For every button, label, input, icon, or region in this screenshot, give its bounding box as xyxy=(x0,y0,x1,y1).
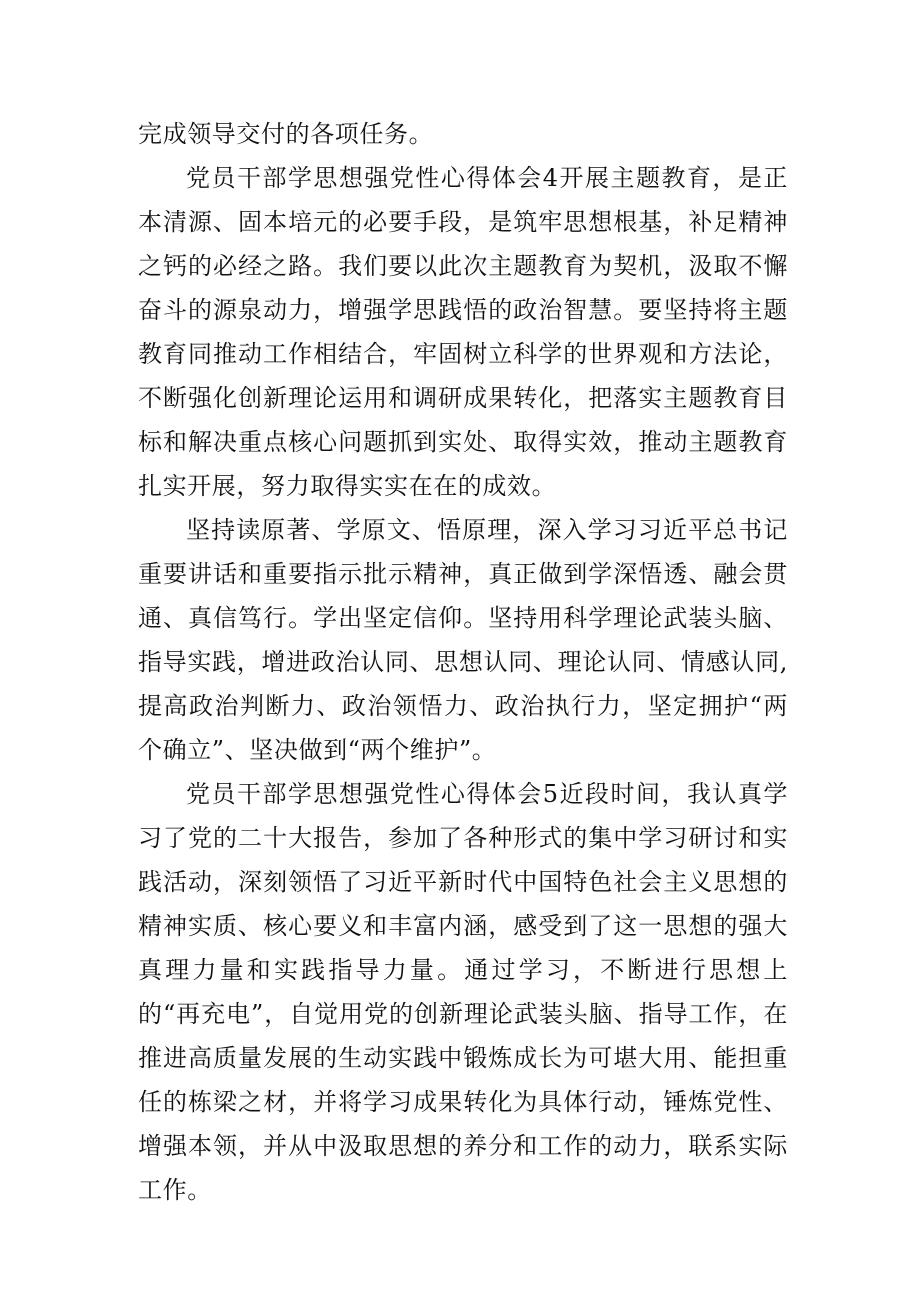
paragraph-experience-5: 党员干部学思想强党性心得体会5近段时间，我认真学习了党的二十大报告，参加了各种形式的集中学习研讨和实践活动，深刻领悟了习近平新时代中国特色社会主义思想的精神实质、核心要义和丰富内涵，感受到了这一思想的强大真理力量和实践指导力量。通过学习，不断进行思想上的“再充电”，自觉用党的创新理论武装头脑、指导工作，在推进高质量发展的生动实践中锻炼成长为可堪大用、能担重任的栋梁之材，并将学习成果转化为具体行动，锤炼党性、增强本领，并从中汲取思想的养分和工作的动力，联系实际工作。 xyxy=(138,780,788,1204)
document-body xyxy=(138,112,788,1212)
paragraph-study-originals: 坚持读原著、学原文、悟原理，深入学习习近平总书记重要讲话和重要指示批示精神，真正做到学深悟透、融会贯通、真信笃行。学出坚定信仰。坚持用科学理论武装头脑、指导实践，增进政治认同、思想认同、理论认同、情感认同,提高政治判断力、政治领悟力、政治执行力，坚定拥护“两个确立”、坚决做到“两个维护”。 xyxy=(138,516,788,764)
paragraph-experience-4: 党员干部学思想强党性心得体会4开展主题教育，是正本清源、固本培元的必要手段，是筑牢思想根基，补足精神之钙的必经之路。我们要以此次主题教育为契机，汲取不懈奋斗的源泉动力，增强学思践悟的政治智慧。要坚持将主题教育同推动工作相结合，牢固树立科学的世界观和方法论，不断强化创新理论运用和调研成果转化，把落实主题教育目标和解决重点核心问题抓到实处、取得实效，推动主题教育扎实开展，努力取得实实在在的成效。 xyxy=(138,164,788,500)
paragraph-continuation: 完成领导交付的各项任务。 xyxy=(138,120,434,148)
